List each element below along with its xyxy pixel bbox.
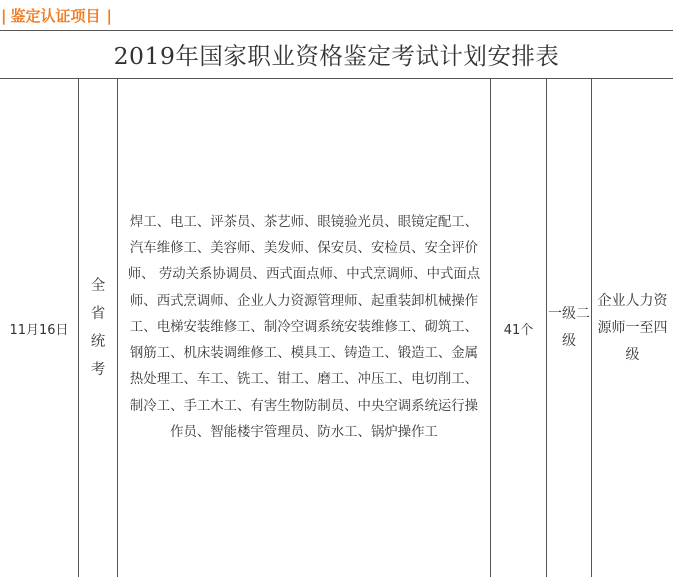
header-label: 鉴定认证项目 bbox=[10, 7, 101, 25]
occupations-cell bbox=[118, 79, 490, 577]
section-header bbox=[0, 3, 112, 29]
header-left-bar: | bbox=[1, 7, 7, 25]
hr-job-cell bbox=[592, 79, 673, 577]
exam-scope: 全省统考 bbox=[90, 278, 106, 378]
occupation-count: 41个 bbox=[503, 322, 534, 338]
level-cell bbox=[547, 79, 591, 577]
exam-levels: 一级二级 bbox=[548, 306, 590, 349]
occupation-count-cell bbox=[491, 79, 546, 577]
table-title: 2019年国家职业资格鉴定考试计划安排表 bbox=[0, 31, 673, 79]
hr-job-levels: 企业人力资源师一至四级 bbox=[597, 292, 668, 363]
exam-date: 11月16日 bbox=[9, 322, 69, 338]
exam-schedule-table bbox=[0, 30, 673, 576]
header-right-bar: | bbox=[106, 7, 112, 25]
exam-date-cell bbox=[0, 79, 78, 577]
exam-scope-cell bbox=[79, 79, 117, 577]
occupations-list: 焊工、电工、评茶员、茶艺师、眼镜验光员、眼镜定配工、汽车维修工、美容师、美发师、保安员、安检员、安全评价师、 劳动关系协调员、西式面点师、中式烹调师、中式面点师、西式烹调师、企业人力资源管理师、起重装卸机械操作工、电梯安装维修工、制冷空调系统安装维修工、砌筑工、钢筋工、机床装调维修工、模具工、铸造工、锻造工、金属热处理工、车工、铣工、钳工、磨工、冲压工、电切削工、制冷工、手工木工、有害生物防制员、中央空调系统运行操作员、智能楼宇管理员、防水工、锅炉操作工 bbox=[127, 215, 481, 440]
